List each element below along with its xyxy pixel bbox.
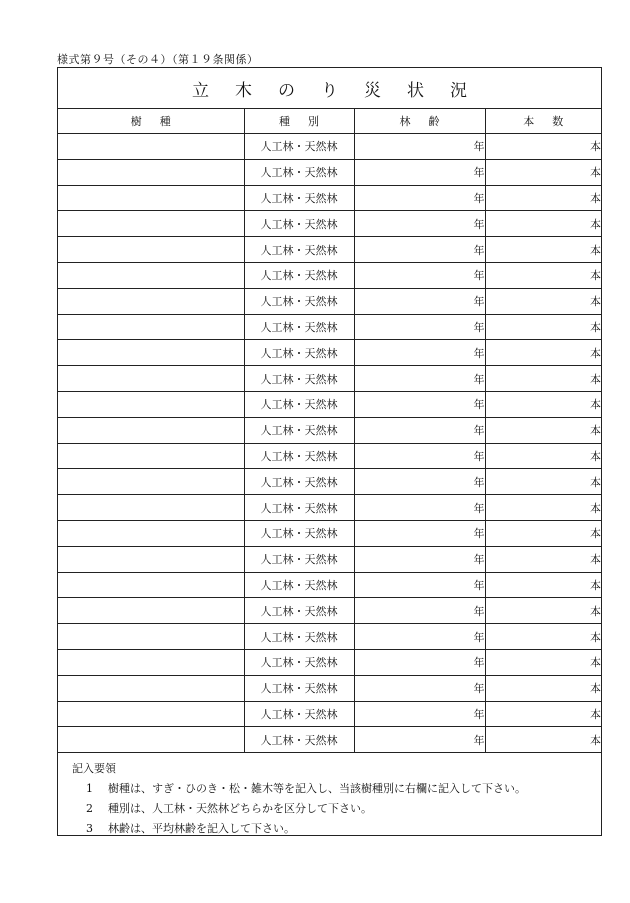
age-cell[interactable]: 年 [354,288,485,314]
count-cell[interactable]: 本 [485,391,601,417]
age-cell[interactable]: 年 [354,520,485,546]
species-cell[interactable] [58,443,244,469]
age-cell[interactable]: 年 [354,237,485,263]
type-cell[interactable]: 人工林・天然林 [244,262,354,288]
table-row [58,649,601,675]
header-type: 種別 [244,109,354,134]
type-cell[interactable]: 人工林・天然林 [244,340,354,366]
type-cell[interactable]: 人工林・天然林 [244,288,354,314]
age-cell[interactable]: 年 [354,469,485,495]
type-cell[interactable]: 人工林・天然林 [244,675,354,701]
count-cell[interactable]: 本 [485,314,601,340]
type-cell[interactable]: 人工林・天然林 [244,624,354,650]
count-cell[interactable]: 本 [485,727,601,753]
title-row [58,68,601,109]
type-cell[interactable]: 人工林・天然林 [244,417,354,443]
species-cell[interactable] [58,624,244,650]
type-cell[interactable]: 人工林・天然林 [244,520,354,546]
species-cell[interactable] [58,417,244,443]
count-cell[interactable]: 本 [485,443,601,469]
type-cell[interactable]: 人工林・天然林 [244,546,354,572]
count-cell[interactable]: 本 [485,520,601,546]
species-cell[interactable] [58,546,244,572]
damage-status-form [57,67,602,836]
count-cell[interactable]: 本 [485,366,601,392]
age-cell[interactable]: 年 [354,546,485,572]
age-cell[interactable]: 年 [354,624,485,650]
species-cell[interactable] [58,288,244,314]
species-cell[interactable] [58,598,244,624]
age-cell[interactable]: 年 [354,649,485,675]
table-row [58,675,601,701]
count-cell[interactable]: 本 [485,211,601,237]
species-cell[interactable] [58,262,244,288]
form-number-label: 様式第９号（その４）（第１９条関係） [57,53,259,66]
age-cell[interactable]: 年 [354,572,485,598]
species-cell[interactable] [58,675,244,701]
species-cell[interactable] [58,469,244,495]
type-cell[interactable]: 人工林・天然林 [244,701,354,727]
count-cell[interactable]: 本 [485,134,601,160]
type-cell[interactable]: 人工林・天然林 [244,211,354,237]
count-cell[interactable]: 本 [485,546,601,572]
type-cell[interactable]: 人工林・天然林 [244,727,354,753]
age-cell[interactable]: 年 [354,391,485,417]
age-cell[interactable]: 年 [354,417,485,443]
table-row [58,211,601,237]
species-cell[interactable] [58,495,244,521]
table-row [58,262,601,288]
table-row [58,572,601,598]
table-row [58,727,601,753]
table-row [58,443,601,469]
instruction-text: 林齢は、平均林齢を記入して下さい。 [108,822,295,836]
type-cell[interactable]: 人工林・天然林 [244,314,354,340]
table-row [58,598,601,624]
type-cell[interactable]: 人工林・天然林 [244,598,354,624]
table-row [58,391,601,417]
age-cell[interactable]: 年 [354,443,485,469]
type-cell[interactable]: 人工林・天然林 [244,572,354,598]
age-cell[interactable]: 年 [354,727,485,753]
table-row [58,288,601,314]
table-row [58,546,601,572]
age-cell[interactable]: 年 [354,495,485,521]
header-count: 本数 [485,109,601,134]
species-cell[interactable] [58,159,244,185]
table-body [58,134,601,753]
table-row [58,520,601,546]
age-cell[interactable]: 年 [354,675,485,701]
count-cell[interactable]: 本 [485,598,601,624]
type-cell[interactable]: 人工林・天然林 [244,649,354,675]
count-cell[interactable]: 本 [485,572,601,598]
species-cell[interactable] [58,340,244,366]
instruction-text: 種別は、人工林・天然林どちらかを区分して下さい。 [108,802,372,816]
type-cell[interactable]: 人工林・天然林 [244,391,354,417]
table-row [58,340,601,366]
count-cell[interactable]: 本 [485,288,601,314]
age-cell[interactable]: 年 [354,701,485,727]
instruction-number: 1 [86,782,93,796]
count-cell[interactable]: 本 [485,675,601,701]
table-row [58,185,601,211]
species-cell[interactable] [58,237,244,263]
count-cell[interactable]: 本 [485,469,601,495]
count-cell[interactable]: 本 [485,624,601,650]
header-age: 林齢 [354,109,485,134]
table-row [58,701,601,727]
type-cell[interactable]: 人工林・天然林 [244,237,354,263]
count-cell[interactable]: 本 [485,185,601,211]
instructions [58,753,601,839]
species-cell[interactable] [58,701,244,727]
instruction-text: 樹種は、すぎ・ひのき・松・雑木等を記入し、当該樹種別に右欄に記入して下さい。 [108,782,526,796]
species-cell[interactable] [58,520,244,546]
age-cell[interactable]: 年 [354,134,485,160]
table-row [58,314,601,340]
age-cell[interactable]: 年 [354,366,485,392]
species-cell[interactable] [58,211,244,237]
type-cell[interactable]: 人工林・天然林 [244,159,354,185]
tree-damage-table [58,109,601,753]
table-row [58,159,601,185]
species-cell[interactable] [58,391,244,417]
instruction-number: 2 [86,802,93,816]
count-cell[interactable]: 本 [485,495,601,521]
age-cell[interactable]: 年 [354,598,485,624]
age-cell[interactable]: 年 [354,314,485,340]
instruction-item [72,779,587,799]
type-cell[interactable]: 人工林・天然林 [244,495,354,521]
type-cell[interactable]: 人工林・天然林 [244,366,354,392]
species-cell[interactable] [58,366,244,392]
count-cell[interactable]: 本 [485,159,601,185]
table-row [58,366,601,392]
species-cell[interactable] [58,314,244,340]
type-cell[interactable]: 人工林・天然林 [244,443,354,469]
header-species: 樹種 [58,109,244,134]
count-cell[interactable]: 本 [485,262,601,288]
table-row [58,134,601,160]
count-cell[interactable]: 本 [485,417,601,443]
species-cell[interactable] [58,572,244,598]
instructions-heading: 記入要領 [72,762,116,776]
age-cell[interactable]: 年 [354,211,485,237]
instruction-item [72,799,587,819]
count-cell[interactable]: 本 [485,340,601,366]
count-cell[interactable]: 本 [485,237,601,263]
instruction-number: 3 [86,822,93,836]
table-row [58,469,601,495]
age-cell[interactable]: 年 [354,159,485,185]
type-cell[interactable]: 人工林・天然林 [244,185,354,211]
count-cell[interactable]: 本 [485,649,601,675]
type-cell[interactable]: 人工林・天然林 [244,134,354,160]
form-title: 立木のり災状況 [192,80,493,101]
table-row [58,624,601,650]
species-cell[interactable] [58,649,244,675]
table-row [58,495,601,521]
species-cell[interactable] [58,134,244,160]
instruction-item [72,819,587,839]
type-cell[interactable]: 人工林・天然林 [244,469,354,495]
species-cell[interactable] [58,727,244,753]
age-cell[interactable]: 年 [354,340,485,366]
table-row [58,417,601,443]
count-cell[interactable]: 本 [485,701,601,727]
age-cell[interactable]: 年 [354,262,485,288]
table-row [58,237,601,263]
species-cell[interactable] [58,185,244,211]
header-row [58,109,601,134]
age-cell[interactable]: 年 [354,185,485,211]
